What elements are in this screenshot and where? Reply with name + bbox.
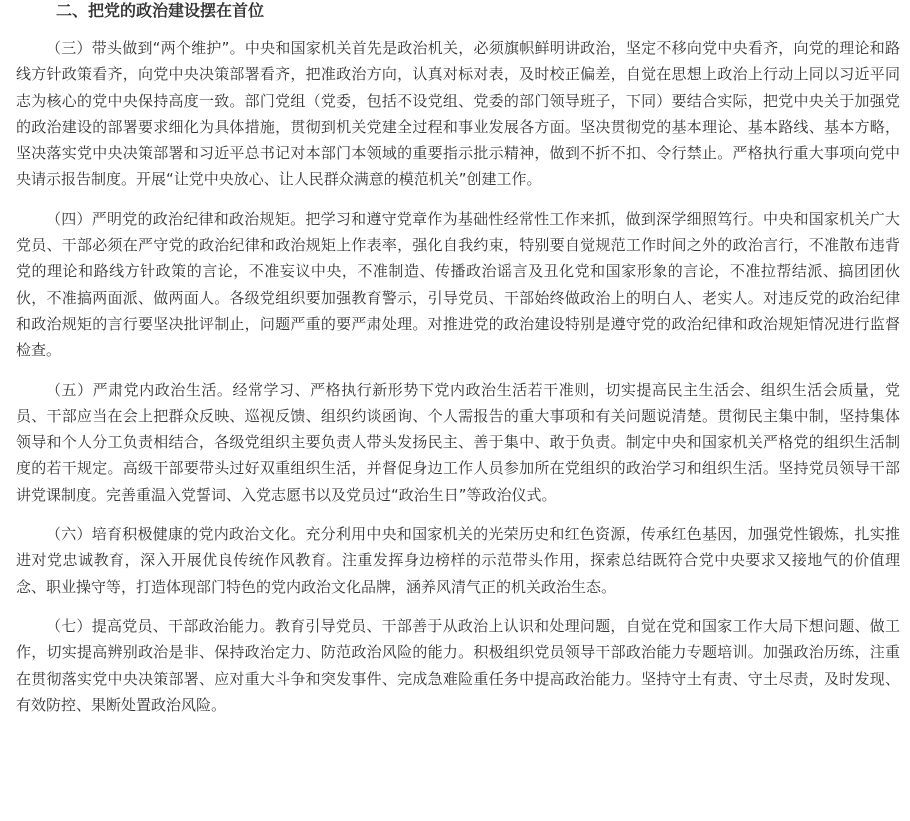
section-heading: 二、把党的政治建设摆在首位 (56, 1, 265, 20)
paragraph-three: （三）带头做到“两个维护”。中央和国家机关首先是政治机关，必须旗帜鲜明讲政治，坚定不移向党中央看齐，向党的理论和路线方针政策看齐，向党中央决策部署看齐，把准政治方向，认真对标对表，及时校正偏差，自觉在思想上政治上行动上同以习近平同志为核心的党中央保持高度一致。部门党组（党委，包括不设党组、党委的部门领导班子，下同）要结合实际，把党中央关于加强党的政治建设的部署要求细化为具体措施，贯彻到机关党建全过程和事业发展各方面。坚决贯彻党的基本理论、基本路线、基本方略，坚决落实党中央决策部署和习近平总书记对本部门本领域的重要指示批示精神，做到不折不扣、令行禁止。严格执行重大事项向党中央请示报告制度。开展“让党中央放心、让人民群众满意的模范机关”创建工作。 (16, 39, 900, 189)
paragraph-six: （六）培育积极健康的党内政治文化。充分利用中央和国家机关的光荣历史和红色资源，传承红色基因，加强党性锻炼，扎实推进对党忠诚教育，深入开展优良传统作风教育。注重发挥身边榜样的示范带头作用，探索总结既符合党中央要求又接地气的价值理念、职业操守等，打造体现部门特色的党内政治文化品牌，涵养风清气正的机关政治生态。 (16, 525, 900, 596)
paragraph-seven: （七）提高党员、干部政治能力。教育引导党员、干部善于从政治上认识和处理问题，自觉在党和国家工作大局下想问题、做工作，切实提高辨别政治是非、保持政治定力、防范政治风险的能力。积极组织党员领导干部政治能力专题培训。加强政治历练，注重在贯彻落实党中央决策部署、应对重大斗争和突发事件、完成急难险重任务中提高政治能力。坚持守土有责、守土尽责，及时发现、有效防控、果断处置政治风险。 (16, 616, 900, 714)
paragraph-five: （五）严肃党内政治生活。经常学习、严格执行新形势下党内政治生活若干准则，切实提高民主生活会、组织生活会质量，党员、干部应当在会上把群众反映、巡视反馈、组织约谈函询、个人需报告的重大事项和有关问题说清楚。贯彻民主集中制，坚持集体领导和个人分工负责相结合，各级党组织主要负责人带头发扬民主、善于集中、敢于负责。制定中央和国家机关严格党的组织生活制度的若干规定。高级干部要带头过好双重组织生活，并督促身边工作人员参加所在党组织的政治学习和组织生活。坚持党员领导干部讲党课制度。完善重温入党誓词、入党志愿书以及党员过“政治生日”等政治仪式。 (16, 380, 900, 504)
paragraph-four: （四）严明党的政治纪律和政治规矩。把学习和遵守党章作为基础性经常性工作来抓，做到深学细照笃行。中央和国家机关广大党员、干部必须在严守党的政治纪律和政治规矩上作表率，强化自我约束，特别要自觉规范工作时间之外的政治言行，不准散布违背党的理论和路线方针政策的言论，不准妄议中央，不准制造、传播政治谣言及丑化党和国家形象的言论，不准拉帮结派、搞团团伙伙，不准搞两面派、做两面人。各级党组织要加强教育警示，引导党员、干部始终做政治上的明白人、老实人。对违反党的政治纪律和政治规矩的言行要坚决批评制止，问题严重的要严肃处理。对推进党的政治建设特别是遵守党的政治纪律和政治规矩情况进行监督检查。 (16, 209, 900, 360)
